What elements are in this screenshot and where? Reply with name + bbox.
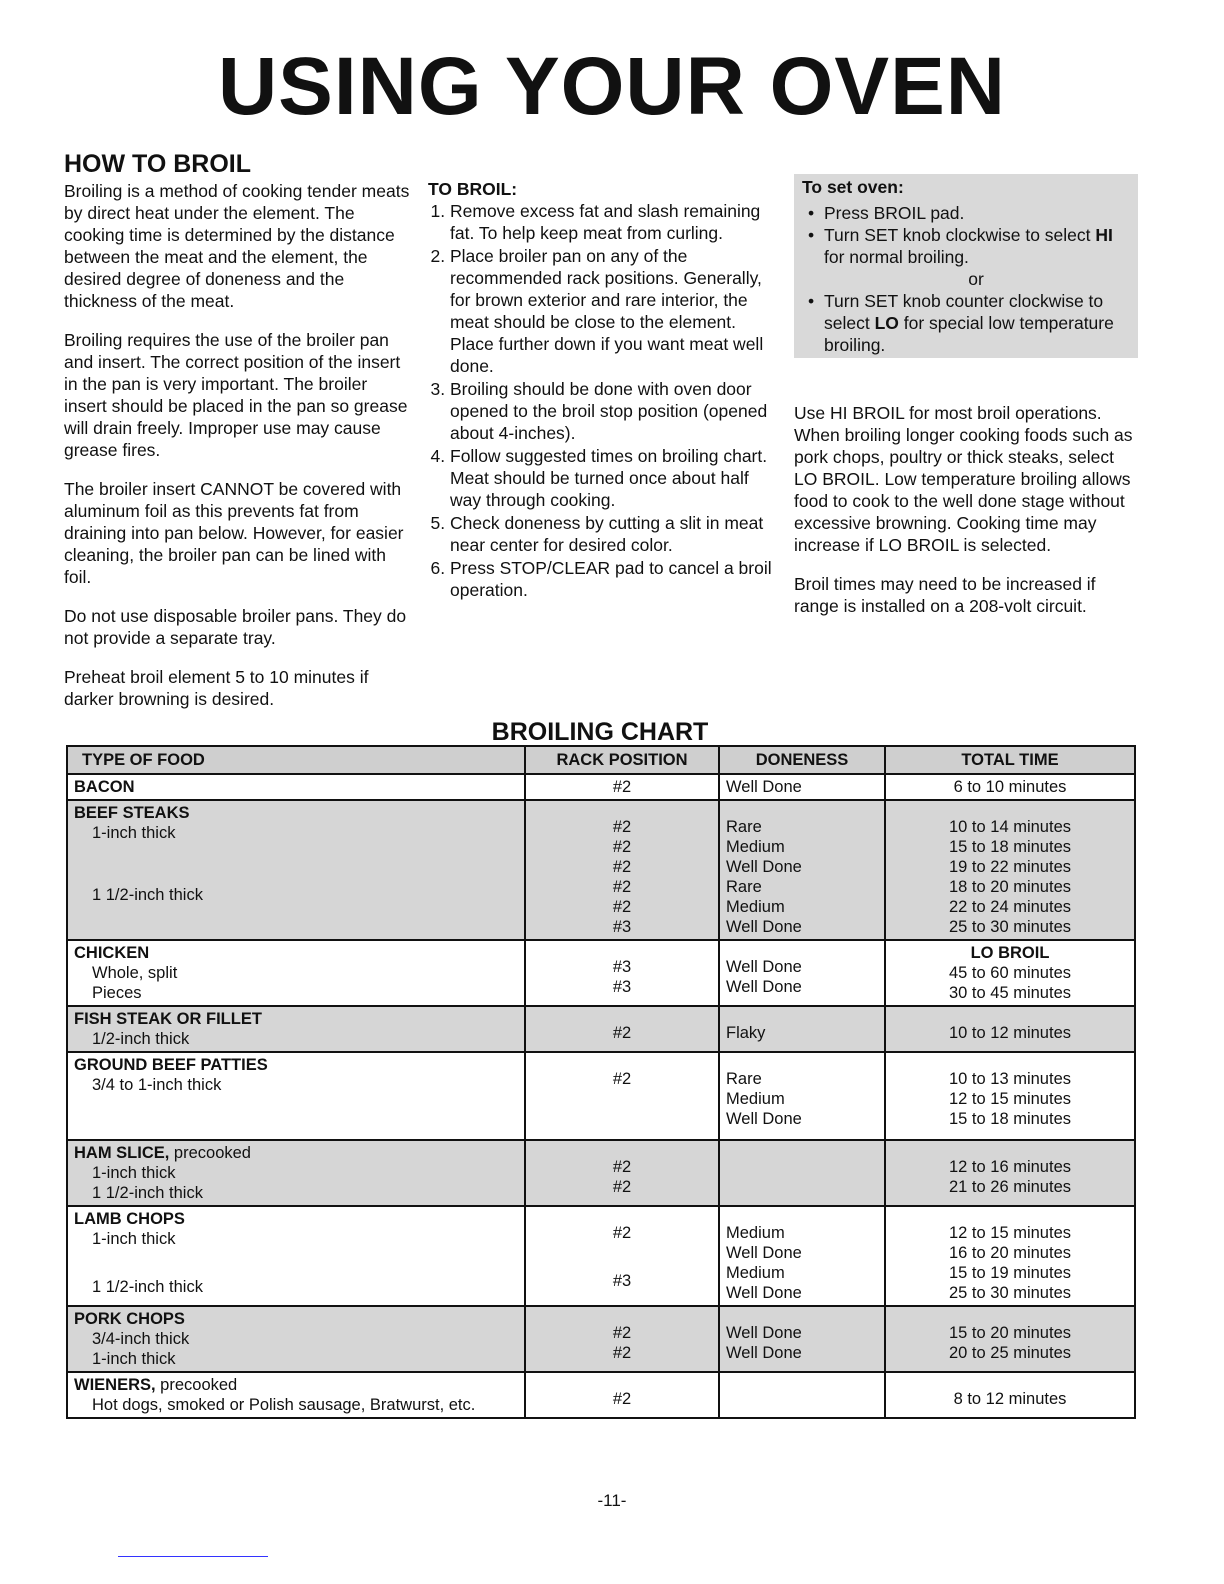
step: 5. Check doneness by cutting a slit in meat near center for desired color. (450, 512, 776, 556)
food-subtype: 1/2-inch thick (92, 1030, 190, 1048)
rack-value: #3 (612, 978, 632, 996)
food-name: BACON (74, 778, 135, 796)
doneness-value: Rare (726, 818, 762, 836)
lo-label: LO (874, 313, 899, 333)
broiling-chart-title: BROILING CHART (491, 718, 709, 746)
rack-value: #2 (612, 878, 632, 896)
rack-value: #3 (612, 1272, 632, 1290)
rack-value: #2 (612, 778, 632, 796)
table-row (67, 1306, 1135, 1372)
table-row (67, 1052, 1135, 1140)
text: Turn SET knob counter clockwise to select (824, 291, 1104, 333)
doneness-value: Well Done (726, 1324, 802, 1342)
table-row (67, 800, 1135, 940)
rack-value: #2 (612, 1024, 632, 1042)
food-subtype: 3/4-inch thick (92, 1330, 190, 1348)
food-name: CHICKEN (74, 944, 150, 962)
food-subtype: 1-inch thick (92, 824, 176, 842)
time-value: 12 to 16 minutes (949, 1158, 1071, 1176)
footer-rule (118, 1556, 268, 1557)
time-value: 8 to 12 minutes (953, 1390, 1067, 1408)
step: 2. Place broiler pan on any of the recommended rack positions. Generally, for brown exterior and rare interior, the meat should be close to the element. Place further down if you want meat well done. (450, 245, 776, 377)
rack-value: #2 (612, 1344, 632, 1362)
paragraph: Broiling is a method of cooking tender meats by direct heat under the element. The cooking time is determined by the distance between the meat and the element, the desired degree of doneness and the thickness of the meat. (64, 181, 410, 311)
set-oven-section (794, 174, 1138, 634)
time-value: 30 to 45 minutes (949, 984, 1071, 1002)
to-broil-section (428, 178, 776, 602)
step: 3. Broiling should be done with oven door opened to the broil stop position (opened about 4-inches). (450, 378, 776, 444)
time-value: 15 to 18 minutes (949, 838, 1071, 856)
time-value: 16 to 20 minutes (949, 1244, 1071, 1262)
lo-broil-label: LO BROIL (970, 944, 1050, 962)
doneness-value: Well Done (726, 1284, 802, 1302)
to-broil-heading: TO BROIL: (428, 179, 518, 199)
food-subtype: 1 1/2-inch thick (92, 1278, 203, 1296)
time-value: 21 to 26 minutes (949, 1178, 1071, 1196)
note: Use HI BROIL for most broil operations. When broiling longer cooking foods such as pork chops, poultry or thick steaks, select LO BROIL. Low temperature broiling allows food to cook to the well done stage without excessive browning. Cooking time may increase if LO BROIL is selected. (794, 403, 1133, 555)
time-value: 6 to 10 minutes (953, 778, 1067, 796)
food-name: LAMB CHOPS (74, 1210, 185, 1228)
time-value: 19 to 22 minutes (949, 858, 1071, 876)
column-header: DONENESS (719, 746, 885, 774)
food-name: FISH STEAK OR FILLET (74, 1010, 262, 1028)
food-subtype: Whole, split (92, 964, 178, 982)
paragraph: The broiler insert CANNOT be covered with aluminum foil as this prevents fat from draining into pan below. However, for easier cleaning, the broiler pan can be lined with foil. (64, 479, 404, 587)
hi-label: HI (1095, 225, 1113, 245)
table-row (67, 1372, 1135, 1418)
text: for normal broiling. (824, 247, 969, 267)
food-subtype: 1 1/2-inch thick (92, 886, 203, 904)
time-value: 15 to 18 minutes (949, 1110, 1071, 1128)
table-row (67, 774, 1135, 800)
time-value: 45 to 60 minutes (949, 964, 1071, 982)
doneness-value: Rare (726, 878, 762, 896)
food-note: precooked (169, 1144, 251, 1162)
set-oven-item (824, 224, 1128, 268)
rack-value: #2 (612, 1390, 632, 1408)
page-title: USING YOUR OVEN (217, 41, 1007, 132)
rack-value: #2 (612, 1070, 632, 1088)
time-value: 12 to 15 minutes (949, 1090, 1071, 1108)
step: 6. Press STOP/CLEAR pad to cancel a broil operation. (450, 557, 776, 601)
food-subtype: Hot dogs, smoked or Polish sausage, Bratwurst, etc. (92, 1396, 476, 1414)
set-oven-heading: To set oven: (802, 177, 904, 197)
rack-value: #2 (612, 818, 632, 836)
doneness-value: Medium (726, 898, 785, 916)
time-value: 15 to 19 minutes (949, 1264, 1071, 1282)
time-value: 12 to 15 minutes (949, 1224, 1071, 1242)
doneness-value: Well Done (726, 858, 802, 876)
food-name: HAM SLICE, (74, 1144, 170, 1162)
rack-value: #3 (612, 958, 632, 976)
time-value: 10 to 13 minutes (949, 1070, 1071, 1088)
doneness-value: Medium (726, 1224, 785, 1242)
rack-value: #2 (612, 838, 632, 856)
table-row (67, 1140, 1135, 1206)
note: Broil times may need to be increased if range is installed on a 208-volt circuit. (794, 574, 1096, 616)
doneness-value: Flaky (726, 1024, 766, 1042)
time-value: 10 to 12 minutes (949, 1024, 1071, 1042)
food-subtype: 1 1/2-inch thick (92, 1184, 203, 1202)
table-row (67, 1006, 1135, 1052)
doneness-value: Rare (726, 1070, 762, 1088)
step: 1. Remove excess fat and slash remaining fat. To help keep meat from curling. (450, 200, 776, 244)
doneness-value: Medium (726, 838, 785, 856)
doneness-value: Medium (726, 1264, 785, 1282)
time-value: 15 to 20 minutes (949, 1324, 1071, 1342)
food-name: WIENERS, (74, 1376, 156, 1394)
paragraph: Preheat broil element 5 to 10 minutes if darker browning is desired. (64, 667, 369, 709)
doneness-value: Well Done (726, 1344, 802, 1362)
time-value: 10 to 14 minutes (949, 818, 1071, 836)
step: 4. Follow suggested times on broiling chart. Meat should be turned once about half way through cooking. (450, 445, 776, 511)
doneness-value: Well Done (726, 778, 802, 796)
rack-value: #2 (612, 1324, 632, 1342)
set-oven-box (794, 174, 1138, 358)
table-row (67, 940, 1135, 1006)
column-header: TYPE OF FOOD (67, 746, 525, 774)
food-name: BEEF STEAKS (74, 804, 190, 822)
page-number: -11- (597, 1491, 627, 1510)
how-to-broil-section (64, 150, 410, 727)
broiling-chart-table (66, 745, 1136, 1419)
rack-value: #2 (612, 1224, 632, 1242)
text: for special low temperature broiling. (824, 313, 1114, 355)
paragraph: Broiling requires the use of the broiler pan and insert. The correct position of the insert in the pan is very important. The broiler insert should be placed in the pan so grease will drain freely. Improper use may cause grease fires. (64, 330, 408, 460)
doneness-value: Well Done (726, 958, 802, 976)
to-broil-steps (428, 200, 776, 601)
food-name-line (74, 1143, 518, 1163)
food-note: precooked (155, 1376, 238, 1394)
set-oven-item: • Press BROIL pad. (824, 202, 1128, 224)
food-name: PORK CHOPS (74, 1310, 185, 1328)
doneness-value: Well Done (726, 1244, 802, 1262)
rack-value: #3 (612, 918, 632, 936)
time-value: 20 to 25 minutes (949, 1344, 1071, 1362)
rack-value: #2 (612, 1158, 632, 1176)
how-to-broil-heading: HOW TO BROIL (64, 150, 252, 178)
table-header-row (67, 746, 1135, 774)
rack-value: #2 (612, 858, 632, 876)
set-oven-list (802, 202, 1128, 356)
rack-value: #2 (612, 1178, 632, 1196)
doneness-value: Well Done (726, 1110, 802, 1128)
rack-value: #2 (612, 898, 632, 916)
food-name: GROUND BEEF PATTIES (74, 1056, 268, 1074)
food-name-line (74, 1375, 518, 1395)
or-separator: or (968, 269, 984, 289)
time-value: 22 to 24 minutes (949, 898, 1071, 916)
food-subtype: 1-inch thick (92, 1350, 176, 1368)
food-subtype: 1-inch thick (92, 1230, 176, 1248)
doneness-value: Well Done (726, 978, 802, 996)
paragraph: Do not use disposable broiler pans. They do not provide a separate tray. (64, 606, 407, 648)
time-value: 25 to 30 minutes (949, 918, 1071, 936)
doneness-value: Medium (726, 1090, 785, 1108)
column-header: RACK POSITION (525, 746, 719, 774)
text: Turn SET knob clockwise to select (824, 225, 1096, 245)
food-subtype: Pieces (92, 984, 142, 1002)
time-value: 25 to 30 minutes (949, 1284, 1071, 1302)
table-row (67, 1206, 1135, 1306)
food-subtype: 1-inch thick (92, 1164, 176, 1182)
set-oven-item (824, 290, 1128, 356)
time-value: 18 to 20 minutes (949, 878, 1071, 896)
column-header: TOTAL TIME (885, 746, 1135, 774)
doneness-value: Well Done (726, 918, 802, 936)
food-subtype: 3/4 to 1-inch thick (92, 1076, 222, 1094)
